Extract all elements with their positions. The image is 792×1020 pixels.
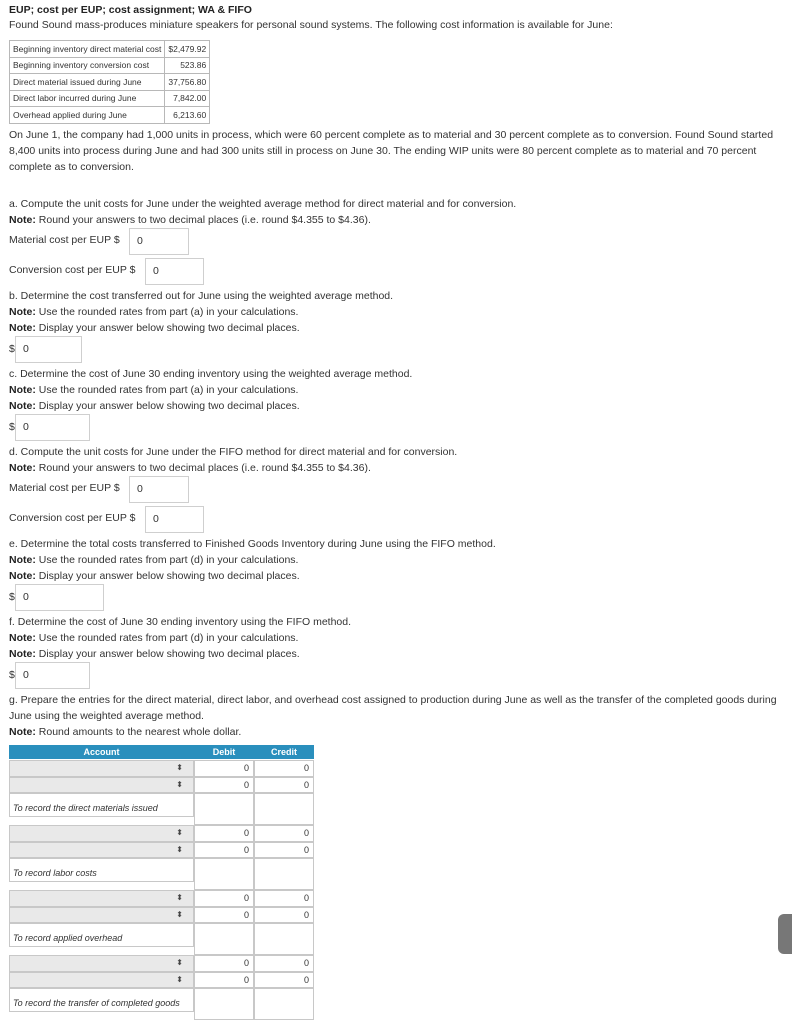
header-credit: Credit (254, 745, 314, 759)
account-select[interactable] (9, 890, 194, 907)
cost-label: Direct labor incurred during June (10, 90, 165, 107)
cost-value: 6,213.60 (165, 107, 210, 124)
cost-label: Beginning inventory conversion cost (10, 57, 165, 74)
question-g-note: Note: Round amounts to the nearest whole dollar. (9, 726, 242, 738)
blank-cell (194, 858, 254, 890)
credit-input[interactable]: 0 (254, 825, 314, 842)
question-b (9, 288, 784, 336)
question-e-text: e. Determine the total costs transferred to Finished Goods Inventory during June using the FIFO method. (9, 538, 496, 550)
blank-cell (194, 793, 254, 825)
credit-input[interactable]: 0 (254, 955, 314, 972)
question-a-note: Note: Round your answers to two decimal places (i.e. round $4.355 to $4.36). (9, 214, 371, 226)
dollar-sign: $ (9, 343, 15, 355)
cost-table (9, 40, 210, 124)
credit-input[interactable]: 0 (254, 890, 314, 907)
account-select[interactable] (9, 760, 194, 777)
updown-arrow-icon: ⬍ (176, 779, 183, 789)
journal-memo: To record labor costs (9, 865, 194, 882)
side-tab[interactable] (778, 914, 792, 954)
conversion-cost-input-a[interactable]: 0 (145, 258, 204, 285)
question-e (9, 536, 784, 584)
debit-input[interactable]: 0 (194, 760, 254, 777)
ending-inventory-input-c[interactable]: 0 (15, 414, 90, 441)
conversion-label-a: Conversion cost per EUP $ (9, 264, 136, 276)
question-f (9, 614, 784, 662)
credit-input[interactable]: 0 (254, 972, 314, 989)
conversion-cost-input-d[interactable]: 0 (145, 506, 204, 533)
table-row (10, 57, 210, 74)
header-account: Account (9, 745, 194, 759)
debit-input[interactable]: 0 (194, 825, 254, 842)
problem-paragraph: On June 1, the company had 1,000 units in process, which were 60 percent complete as to material and 30 percent complete as to conversion. Found Sound started 8,400 units into process during June and had 300 units still in process on June 30. The ending WIP units were 80 percent complete as to material and 70 percent complete as to conversion. (9, 129, 774, 173)
blank-cell (194, 988, 254, 1020)
blank-cell (194, 923, 254, 955)
question-d-note: Note: Round your answers to two decimal places (i.e. round $4.355 to $4.36). (9, 462, 371, 474)
updown-arrow-icon: ⬍ (176, 958, 183, 967)
credit-input[interactable]: 0 (254, 760, 314, 777)
finished-goods-input-e[interactable]: 0 (15, 584, 104, 611)
header-debit: Debit (194, 745, 254, 759)
blank-cell (254, 923, 314, 955)
table-row (10, 107, 210, 124)
credit-input[interactable]: 0 (254, 777, 314, 794)
question-d-text: d. Compute the unit costs for June under the FIFO method for direct material and for conversion. (9, 446, 458, 458)
debit-input[interactable]: 0 (194, 972, 254, 989)
account-select[interactable] (9, 907, 194, 924)
journal-memo: To record applied overhead (9, 930, 194, 947)
question-c-note1: Note: Use the rounded rates from part (a) in your calculations. (9, 384, 299, 396)
question-a (9, 196, 784, 228)
table-row (10, 74, 210, 91)
account-select[interactable] (9, 825, 194, 842)
blank-cell (9, 988, 194, 996)
question-e-note2: Note: Display your answer below showing two decimal places. (9, 570, 300, 582)
page-title: EUP; cost per EUP; cost assignment; WA & FIFO (9, 4, 252, 16)
dollar-sign: $ (9, 591, 15, 603)
cost-transferred-input-b[interactable]: 0 (15, 336, 82, 363)
table-row (10, 90, 210, 107)
blank-cell (254, 988, 314, 1020)
question-f-note1: Note: Use the rounded rates from part (d) in your calculations. (9, 632, 299, 644)
conversion-label-d: Conversion cost per EUP $ (9, 512, 136, 524)
question-b-note1: Note: Use the rounded rates from part (a) in your calculations. (9, 306, 299, 318)
credit-input[interactable]: 0 (254, 842, 314, 859)
updown-arrow-icon: ⬍ (176, 844, 183, 854)
journal-memo: To record the direct materials issued (9, 800, 194, 817)
blank-cell (9, 793, 194, 801)
debit-input[interactable]: 0 (194, 955, 254, 972)
cost-value: 37,756.80 (165, 74, 210, 91)
question-g (9, 692, 784, 740)
blank-cell (9, 923, 194, 931)
intro-text: Found Sound mass-produces miniature speakers for personal sound systems. The following cost information is available for June: (9, 19, 613, 31)
question-c-text: c. Determine the cost of June 30 ending inventory using the weighted average method. (9, 368, 413, 380)
debit-input[interactable]: 0 (194, 890, 254, 907)
updown-arrow-icon: ⬍ (176, 893, 183, 902)
account-select[interactable] (9, 972, 194, 989)
dollar-sign: $ (9, 421, 15, 433)
question-a-text: a. Compute the unit costs for June under the weighted average method for direct material and for conversion. (9, 198, 517, 210)
cost-value: 523.86 (165, 57, 210, 74)
account-select[interactable] (9, 955, 194, 972)
cost-label: Direct material issued during June (10, 74, 165, 91)
blank-cell (254, 793, 314, 825)
account-select[interactable] (9, 842, 194, 859)
cost-value: $2,479.92 (165, 41, 210, 58)
cost-label: Beginning inventory direct material cost (10, 41, 165, 58)
debit-input[interactable]: 0 (194, 777, 254, 794)
updown-arrow-icon: ⬍ (176, 974, 183, 984)
cost-value: 7,842.00 (165, 90, 210, 107)
dollar-sign: $ (9, 669, 15, 681)
journal-memo: To record the transfer of completed goods (9, 995, 194, 1012)
question-g-text: g. Prepare the entries for the direct material, direct labor, and overhead cost assigned to production during June as well as the transfer of the completed goods during June using the weighted average method. (9, 694, 777, 722)
updown-arrow-icon: ⬍ (176, 828, 183, 837)
cost-label: Overhead applied during June (10, 107, 165, 124)
debit-input[interactable]: 0 (194, 842, 254, 859)
updown-arrow-icon: ⬍ (176, 909, 183, 919)
table-row (10, 41, 210, 58)
question-d (9, 444, 784, 476)
question-e-note1: Note: Use the rounded rates from part (d) in your calculations. (9, 554, 299, 566)
material-label-a: Material cost per EUP $ (9, 234, 120, 246)
material-label-d: Material cost per EUP $ (9, 482, 120, 494)
blank-cell (9, 858, 194, 866)
material-cost-input-d[interactable]: 0 (129, 476, 189, 503)
ending-inventory-input-f[interactable]: 0 (15, 662, 90, 689)
question-b-note2: Note: Display your answer below showing two decimal places. (9, 322, 300, 334)
question-f-text: f. Determine the cost of June 30 ending inventory using the FIFO method. (9, 616, 352, 628)
question-b-text: b. Determine the cost transferred out for June using the weighted average method. (9, 290, 394, 302)
material-cost-input-a[interactable]: 0 (129, 228, 189, 255)
account-select[interactable] (9, 777, 194, 794)
credit-input[interactable]: 0 (254, 907, 314, 924)
updown-arrow-icon: ⬍ (176, 763, 183, 772)
blank-cell (254, 858, 314, 890)
question-c-note2: Note: Display your answer below showing two decimal places. (9, 400, 300, 412)
debit-input[interactable]: 0 (194, 907, 254, 924)
question-f-note2: Note: Display your answer below showing two decimal places. (9, 648, 300, 660)
question-c (9, 366, 784, 414)
